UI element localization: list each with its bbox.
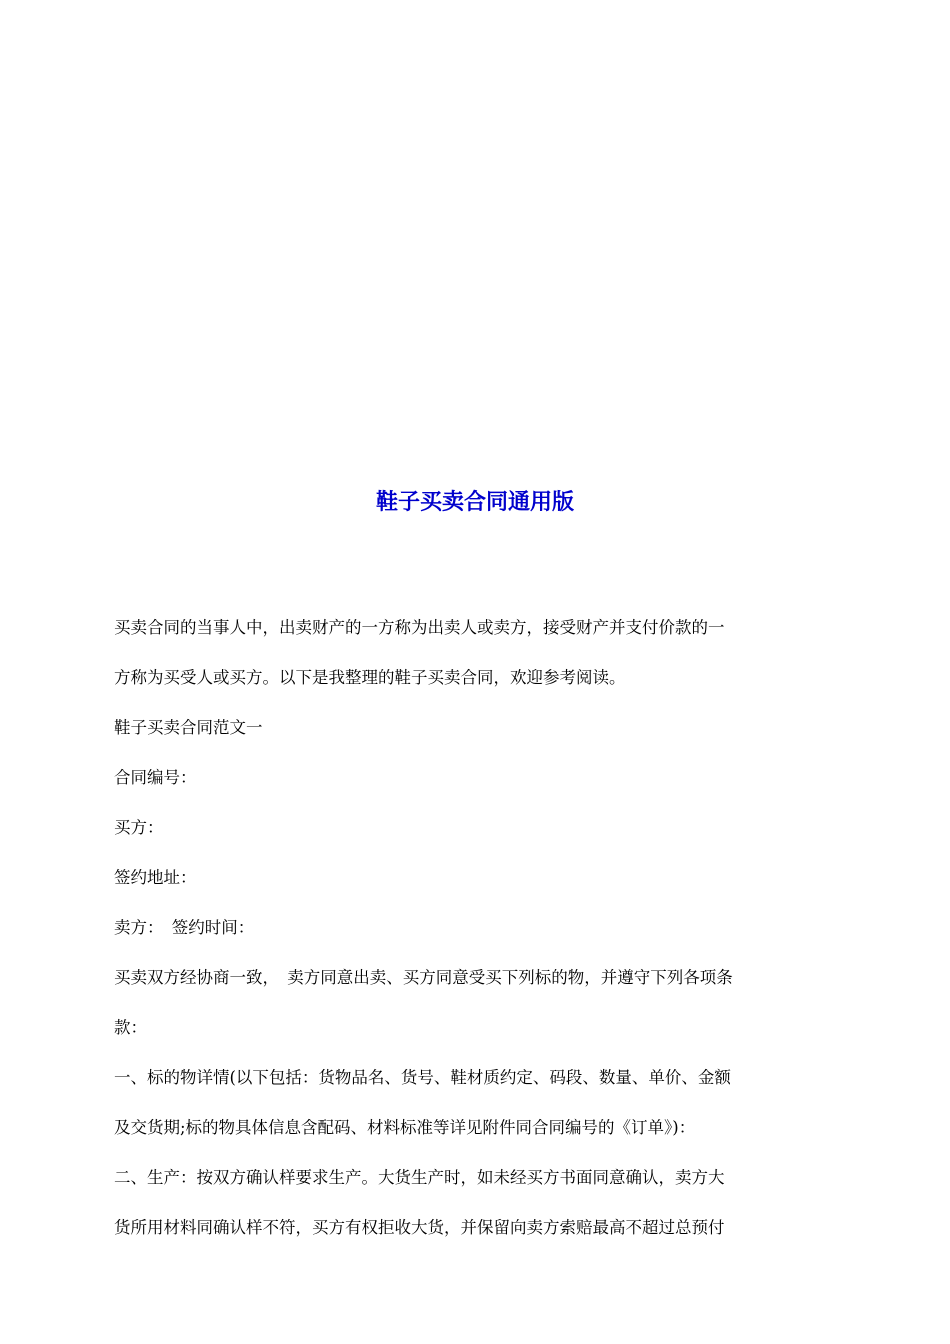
- intro-paragraph: [114, 603, 838, 703]
- paragraph-line: 二、生产：按双方确认样要求生产。大货生产时，如未经买方书面同意确认，卖方大: [114, 1168, 725, 1187]
- paragraph-line: 款：: [114, 1018, 147, 1037]
- agreement-paragraph: [114, 953, 838, 1053]
- seller-and-time-field: [114, 903, 838, 953]
- paragraph-line: 方称为买受人或买方。以下是我整理的鞋子买卖合同，欢迎参考阅读。: [114, 668, 626, 687]
- contract-number-field: [114, 753, 838, 803]
- clause-1: [114, 1053, 838, 1153]
- document-title: 鞋子买卖合同通用版: [375, 490, 574, 515]
- signing-address-field: [114, 853, 838, 903]
- paragraph-line: 签约地址：: [114, 868, 197, 887]
- paragraph-line: 买方：: [114, 818, 164, 837]
- paragraph-line: 及交货期;标的物具体信息含配码、材料标准等详见附件同合同编号的《订单》)：: [114, 1118, 696, 1137]
- paragraph-line: 卖方： 签约时间：: [114, 918, 255, 937]
- paragraph-line: 买卖合同的当事人中，出卖财产的一方称为出卖人或卖方，接受财产并支付价款的一: [114, 618, 725, 637]
- document-body: [114, 603, 838, 1253]
- paragraph-line: 一、标的物详情(以下包括：货物品名、货号、鞋材质约定、码段、数量、单价、金额: [114, 1068, 731, 1087]
- clause-2: [114, 1153, 838, 1253]
- paragraph-line: 合同编号：: [114, 768, 197, 787]
- paragraph-line: 买卖双方经协商一致， 卖方同意出卖、买方同意受买下列标的物，并遵守下列各项条: [114, 968, 733, 987]
- paragraph-line: 鞋子买卖合同范文一: [114, 718, 263, 737]
- buyer-field: [114, 803, 838, 853]
- sample-heading: [114, 703, 838, 753]
- paragraph-line: 货所用材料同确认样不符，买方有权拒收大货，并保留向卖方索赔最高不超过总预付: [114, 1218, 725, 1237]
